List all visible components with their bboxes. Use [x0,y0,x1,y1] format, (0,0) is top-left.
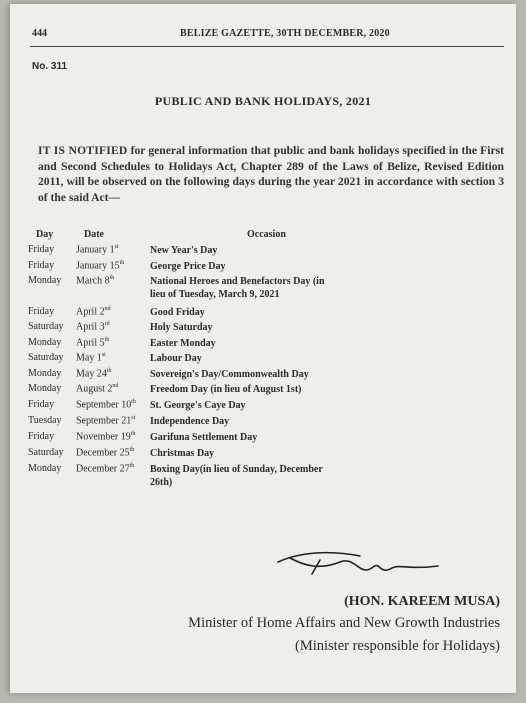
holiday-row [10,275,516,300]
holiday-day: Tuesday [28,415,62,426]
holiday-day: Friday [28,306,55,317]
holiday-date-suffix: th [130,431,136,437]
holiday-date-suffix: th [104,337,110,343]
page-title: PUBLIC AND BANK HOLIDAYS, 2021 [154,94,372,108]
holiday-row [10,244,516,259]
holiday-day: Saturday [28,321,64,332]
signature [260,540,440,590]
holiday-date-suffix: rd [104,321,110,327]
holiday-day: Friday [28,399,55,410]
holiday-date-text: May 24 [76,368,107,380]
holiday-date-text: August 2 [76,383,113,395]
holiday-date-suffix: nd [112,383,119,389]
holiday-date [76,321,110,332]
holiday-row [10,399,516,414]
holiday-date [76,368,112,379]
gazette-title: BELIZE GAZETTE, 30TH DECEMBER, 2020 [180,28,390,39]
holiday-date-text: April 2 [76,306,105,318]
holiday-day: Monday [28,368,62,379]
holiday-occasion: National Heroes and Benefactors Day (in [150,276,325,287]
notice-number: No. 311 [32,61,68,72]
holiday-date-suffix: th [106,368,112,374]
holiday-date-suffix: nd [104,306,111,312]
holiday-date-text: September 10 [76,399,132,411]
holiday-day: Friday [28,244,55,255]
holiday-date-text: March 8 [76,275,110,287]
header-rule [30,46,504,47]
holiday-row [10,260,516,275]
holiday-row [10,321,516,336]
holiday-date-text: January 1 [76,244,115,256]
holiday-occasion: Independence Day [150,416,230,427]
holiday-occasion: Freedom Day (in lieu of August 1st) [150,384,302,395]
holiday-row [10,306,516,321]
holiday-occasion: Good Friday [150,307,205,318]
holiday-occasion: St. George's Caye Day [150,400,246,411]
holiday-date [76,463,134,474]
intro-lead: IT IS NOTIFIED [38,144,128,157]
holiday-row [10,463,516,488]
holiday-occasion: Sovereign's Day/Commonwealth Day [150,369,309,380]
holiday-date [76,431,135,442]
holiday-date [76,399,136,410]
holiday-date-suffix: th [109,275,115,281]
signatory-role: Minister of Home Affairs and New Growth Industries [188,615,500,631]
holiday-occasion: Holy Saturday [150,322,213,333]
holiday-occasion: Easter Monday [150,338,216,349]
header-occasion: Occasion [247,229,286,240]
holiday-date-text: May 1 [76,352,102,364]
holiday-date-suffix: th [119,260,125,266]
holiday-date [76,275,114,286]
holiday-date-text: December 27 [76,463,130,475]
holiday-date-suffix: st [131,415,136,421]
holiday-occasion: Boxing Day(in lieu of Sunday, December [150,464,323,475]
holiday-date-text: April 3 [76,321,105,333]
holiday-date [76,244,119,255]
holiday-occasion-cont: lieu of Tuesday, March 9, 2021 [150,289,280,300]
holiday-row [10,337,516,352]
holiday-row [10,368,516,383]
holiday-date [76,415,135,426]
holiday-date-suffix: st [114,244,119,250]
holiday-date [76,352,106,363]
holiday-date-suffix: st [101,352,106,358]
holiday-date-text: April 5 [76,337,105,349]
holiday-day: Monday [28,275,62,286]
holiday-date [76,337,109,348]
holiday-row [10,447,516,462]
holiday-occasion: Christmas Day [150,448,215,459]
intro-text: for general information that public and bank holidays specified in the First and Second Schedules to Holidays Act, Chapter 289 of the Laws of Belize, Revised Edition 2011, will be observed on the following days during the year 2021 in accordance with section 3 of the said Act— [38,144,504,204]
holiday-row [10,415,516,430]
holiday-date [76,447,134,458]
holiday-date [76,260,124,271]
holiday-row [10,383,516,398]
holiday-date-suffix: th [129,463,135,469]
holiday-date-text: December 25 [76,447,130,459]
holiday-day: Saturday [28,352,64,363]
header-date: Date [84,229,104,240]
holiday-day: Saturday [28,447,64,458]
holiday-row [10,352,516,367]
holiday-row [10,431,516,446]
holiday-occasion: Labour Day [150,353,202,364]
holiday-date-suffix: th [129,447,135,453]
holiday-date-text: September 21 [76,415,132,427]
signatory-name: (HON. KAREEM MUSA) [344,594,500,609]
holiday-day: Friday [28,260,55,271]
holiday-date [76,383,118,394]
holiday-occasion: George Price Day [150,261,226,272]
holiday-date-text: January 15 [76,260,120,272]
holiday-occasion-cont: 26th) [150,477,173,488]
intro-paragraph [38,143,504,205]
holiday-day: Monday [28,383,62,394]
holiday-day: Friday [28,431,55,442]
holiday-day: Monday [28,337,62,348]
holiday-date [76,306,111,317]
holiday-day: Monday [28,463,62,474]
gazette-page [10,4,516,693]
signatory-role-note: (Minister responsible for Holidays) [295,638,500,654]
holiday-occasion: Garifuna Settlement Day [150,432,258,443]
holiday-date-suffix: th [131,399,136,405]
header-day: Day [36,229,54,240]
holiday-date-text: November 19 [76,431,131,443]
holiday-occasion: New Year's Day [150,245,218,256]
page-number: 444 [32,28,47,39]
